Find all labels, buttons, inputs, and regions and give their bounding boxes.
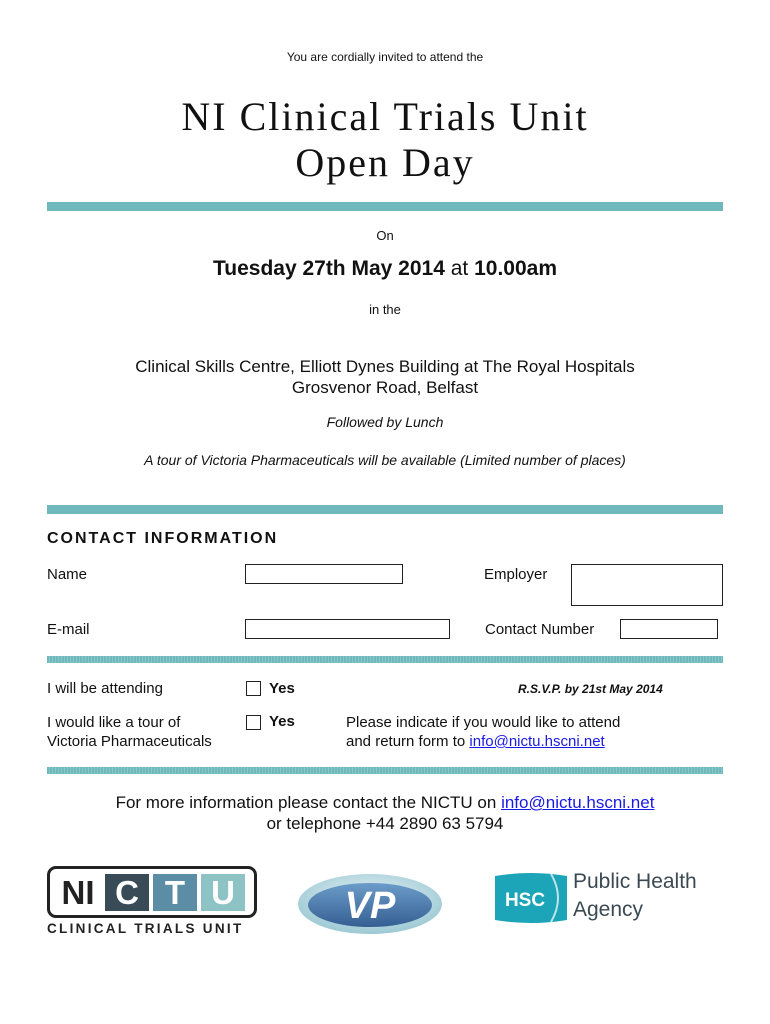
on-text: On — [376, 228, 394, 243]
attending-checkbox[interactable] — [246, 681, 261, 696]
venue-line-1: Clinical Skills Centre, Elliott Dynes Building at The Royal Hospitals — [135, 357, 635, 376]
vp-logo-text: VP — [344, 885, 396, 927]
event-time: 10.00am — [474, 257, 557, 280]
divider — [47, 656, 723, 663]
tour-note: A tour of Victoria Pharmaceuticals will be available (Limited number of places) — [144, 452, 626, 468]
more-info — [0, 792, 770, 834]
more-info-email-link[interactable]: info@nictu.hscni.net — [501, 793, 655, 812]
hsc-logo-text: HSC — [504, 890, 546, 911]
email-label: E-mail — [47, 621, 90, 638]
nictu-logo-subtitle: CLINICAL TRIALS UNIT — [47, 921, 244, 936]
nictu-logo-box — [47, 866, 257, 918]
nictu-logo-ni: NI — [61, 874, 95, 911]
name-label: Name — [47, 566, 88, 583]
page-title — [0, 94, 770, 186]
event-date-bold: Tuesday 27th May 2014 — [212, 257, 445, 280]
rsvp-deadline: R.S.V.P. by 21st May 2014 — [518, 682, 663, 696]
return-email-link[interactable]: info@nictu.hscni.net — [469, 733, 605, 750]
employer-label: Employer — [484, 566, 548, 583]
more-info-line-1 — [0, 792, 770, 813]
pha-logo-line-2: Agency — [573, 898, 644, 921]
at-text: at — [450, 257, 469, 280]
vp-logo-icon — [291, 868, 449, 940]
tour-label-line-2: Victoria Pharmaceuticals — [47, 733, 212, 750]
title-line-1: NI Clinical Trials Unit — [181, 94, 589, 139]
attending-yes-label: Yes — [269, 680, 295, 697]
in-the-text: in the — [369, 302, 401, 317]
nictu-logo-u: U — [201, 874, 245, 911]
contact-heading: CONTACT INFORMATION — [47, 530, 279, 547]
attending-label: I will be attending — [47, 680, 163, 697]
tour-label-line-1: I would like a tour of — [47, 714, 181, 731]
name-field[interactable] — [245, 564, 403, 584]
tour-checkbox[interactable] — [246, 715, 261, 730]
event-date — [0, 257, 770, 281]
employer-field[interactable] — [571, 564, 723, 606]
contact-number-label: Contact Number — [485, 621, 595, 638]
pha-logo-line-1: Public Health — [573, 870, 697, 893]
email-field[interactable] — [245, 619, 450, 639]
more-info-prefix: For more information please contact the NICTU on — [115, 793, 497, 812]
nictu-logo — [47, 866, 259, 938]
return-instructions-prefix: and return form to — [346, 733, 466, 750]
return-instructions — [346, 713, 620, 751]
lunch-note: Followed by Lunch — [326, 414, 444, 430]
title-line-2: Open Day — [295, 140, 475, 185]
public-health-agency-logo — [491, 866, 717, 926]
nictu-logo-t: T — [153, 874, 197, 911]
return-instructions-line-2 — [346, 732, 620, 751]
invitation-intro: You are cordially invited to attend the — [286, 50, 484, 64]
tour-label — [47, 713, 212, 751]
contact-number-field[interactable] — [620, 619, 718, 639]
divider — [47, 202, 723, 211]
nictu-logo-c: C — [105, 874, 149, 911]
tour-yes-label: Yes — [269, 713, 295, 730]
venue-line-2: Grosvenor Road, Belfast — [291, 378, 479, 397]
divider — [47, 505, 723, 514]
venue — [0, 356, 770, 398]
divider — [47, 767, 723, 774]
pha-logo-text — [573, 868, 697, 924]
telephone: or telephone +44 2890 63 5794 — [266, 814, 504, 833]
vp-logo — [291, 868, 449, 940]
return-instructions-line-1: Please indicate if you would like to attend — [346, 714, 621, 731]
hsc-logo-icon — [491, 870, 571, 926]
